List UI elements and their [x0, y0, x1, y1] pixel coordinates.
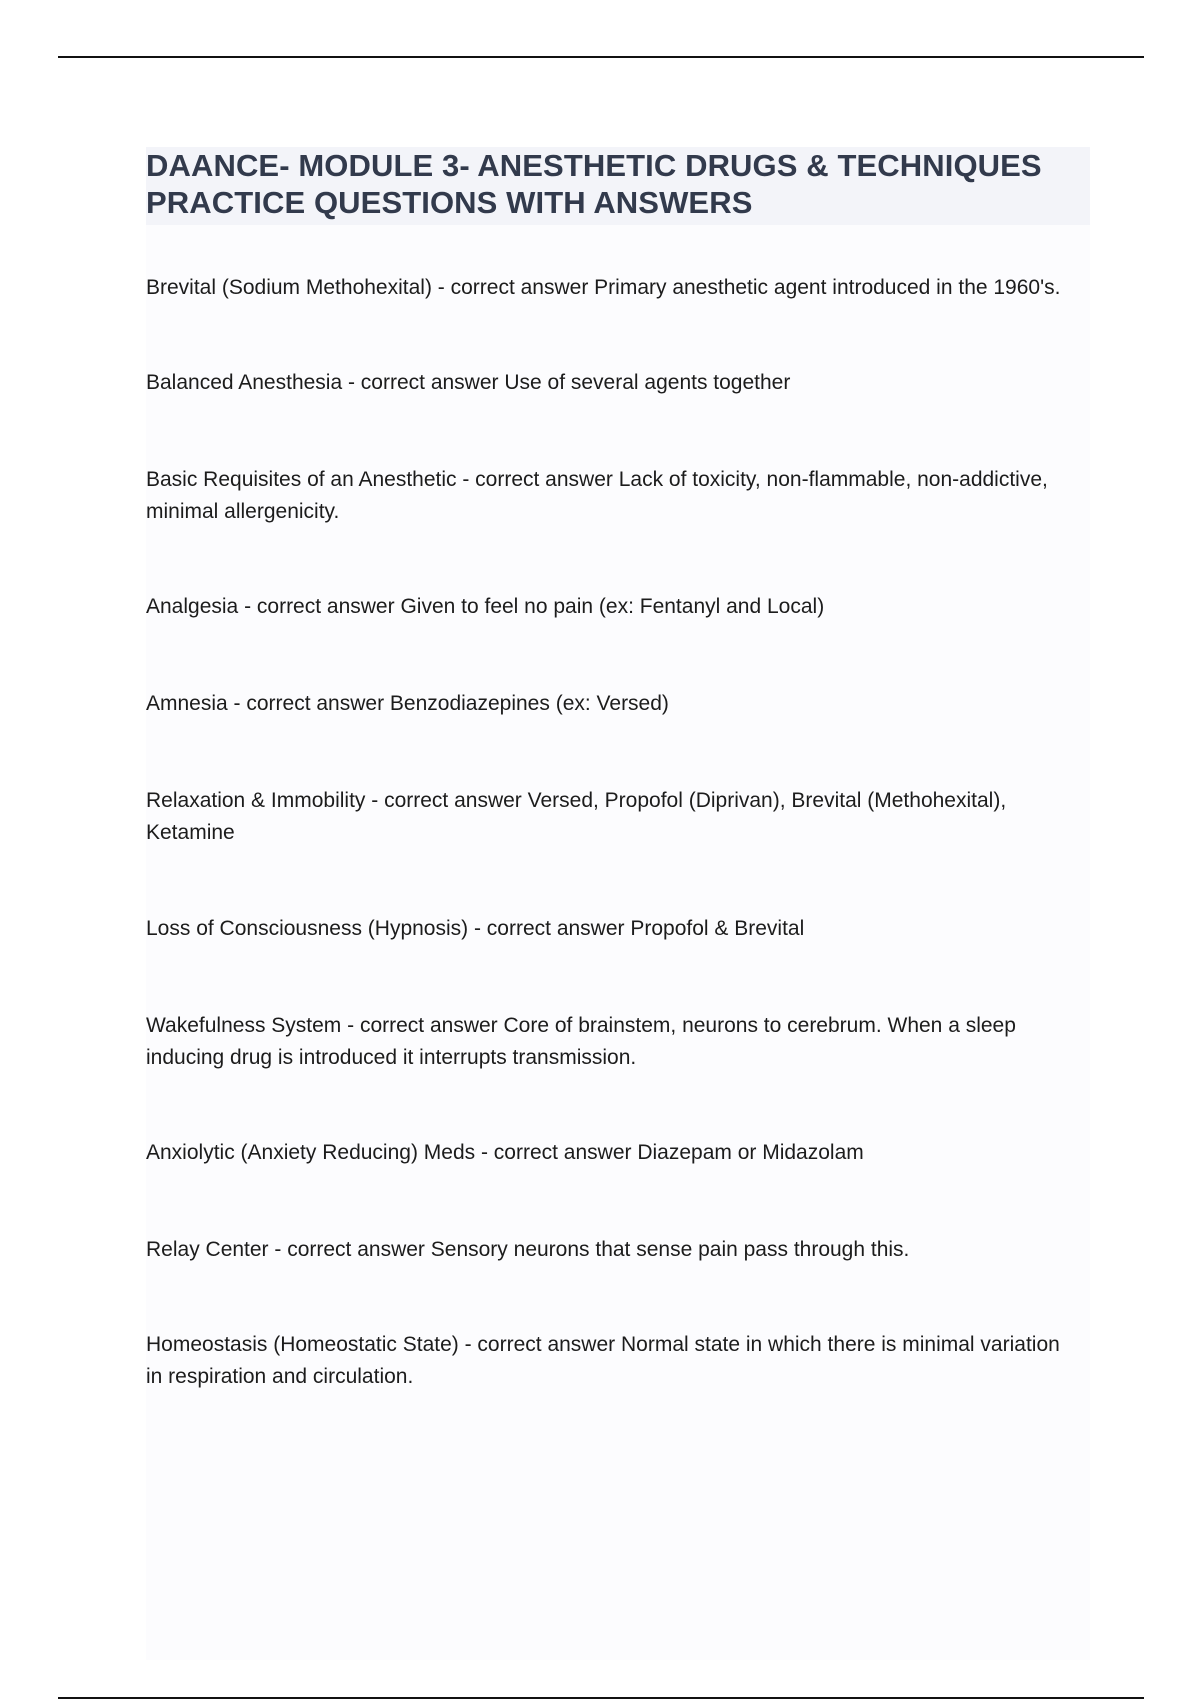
qa-item-10: Relay Center - correct answer Sensory neurons that sense pain pass through this.: [146, 1238, 910, 1261]
qa-item-9: Anxiolytic (Anxiety Reducing) Meds - correct answer Diazepam or Midazolam: [146, 1141, 864, 1164]
qa-list: [146, 272, 1090, 1393]
qa-item-4: Analgesia - correct answer Given to feel no pain (ex: Fentanyl and Local): [146, 595, 825, 618]
qa-item-3: Basic Requisites of an Anesthetic - correct answer Lack of toxicity, non-flammable, non-addictive, minimal allergenicity.: [146, 468, 1048, 523]
header-rule: [58, 56, 1144, 58]
document-body: [146, 147, 1090, 1660]
qa-item-5: Amnesia - correct answer Benzodiazepines (ex: Versed): [146, 692, 669, 715]
qa-item-7: Loss of Consciousness (Hypnosis) - correct answer Propofol & Brevital: [146, 917, 805, 940]
title-box: [146, 147, 1090, 225]
footer-rule: [58, 1697, 1144, 1699]
qa-item-1: Brevital (Sodium Methohexital) - correct answer Primary anesthetic agent introduced in the 1960's.: [146, 276, 1061, 299]
qa-item-8: Wakefulness System - correct answer Core of brainstem, neurons to cerebrum. When a sleep inducing drug is introduced it interrupts transmission.: [146, 1014, 1016, 1069]
document-title: DAANCE- MODULE 3- ANESTHETIC DRUGS & TECHNIQUES PRACTICE QUESTIONS WITH ANSWERS: [146, 148, 1042, 220]
qa-item-11: Homeostasis (Homeostatic State) - correct answer Normal state in which there is minimal variation in respiration and circulation.: [146, 1333, 1060, 1388]
qa-item-2: Balanced Anesthesia - correct answer Use of several agents together: [146, 371, 791, 394]
qa-item-6: Relaxation & Immobility - correct answer Versed, Propofol (Diprivan), Brevital (Methohexital), Ketamine: [146, 789, 1007, 844]
